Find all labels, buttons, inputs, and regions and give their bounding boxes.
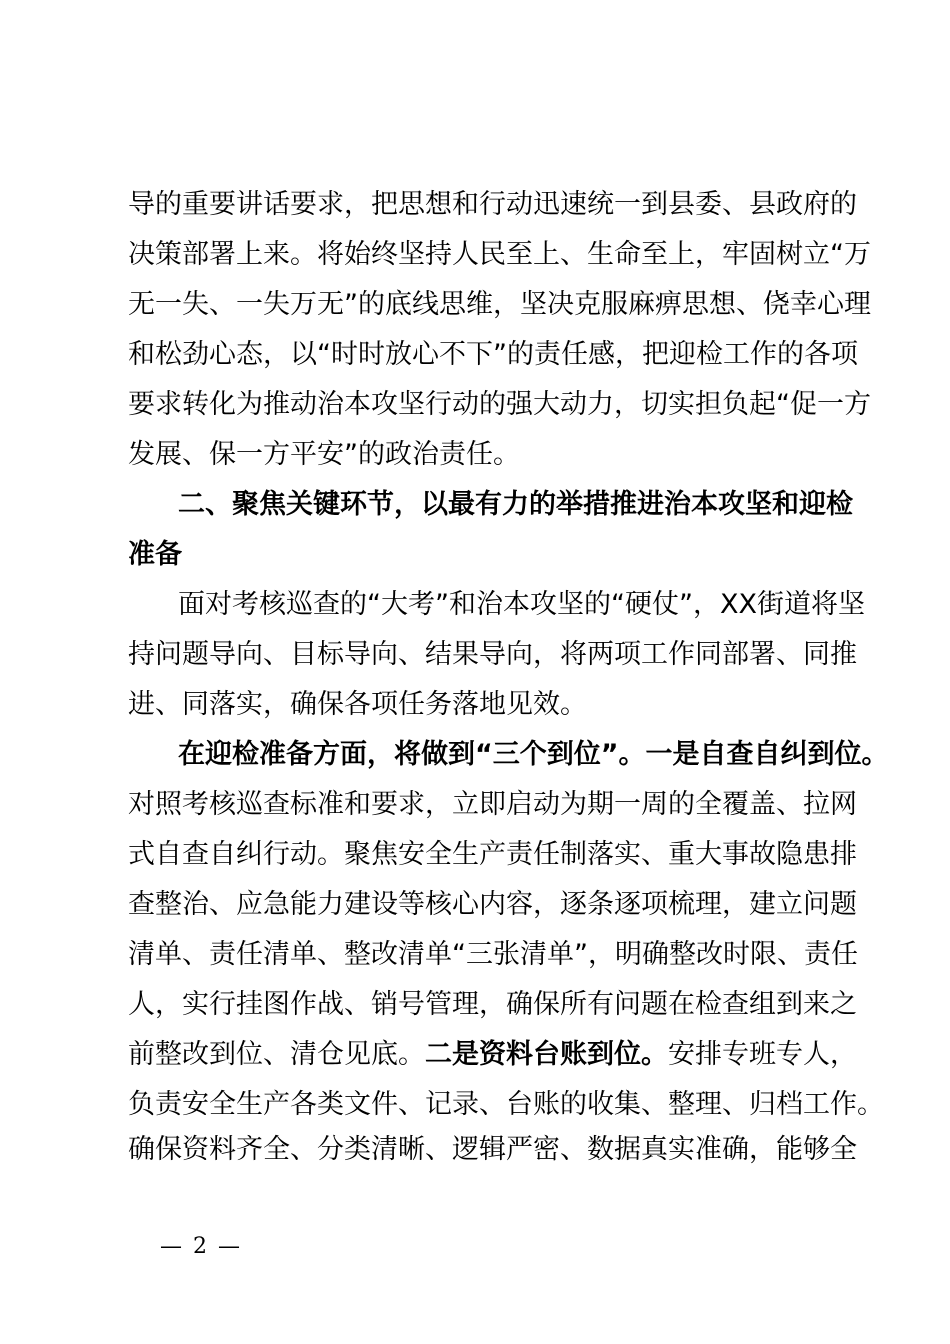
body-text: 无一失、一失万无”的底线思维，坚决克服麻痹思想、侥幸心理 xyxy=(128,289,871,320)
body-text: 进、同落实，确保各项任务落地见效。 xyxy=(128,689,587,720)
body-text: 负责安全生产各类文件、记录、台账的收集、整理、归档工作。 xyxy=(128,1089,884,1120)
body-text: 清单、责任清单、整改清单“三张清单”，明确整改时限、责任 xyxy=(128,939,858,970)
text-line xyxy=(128,280,871,330)
text-line xyxy=(128,1030,857,1080)
body-text: 导的重要讲话要求，把思想和行动迅速统一到县委、县政府的 xyxy=(128,189,857,220)
bold-text: 在迎检准备方面，将做到“三个到位”。一是自查自纠到位。 xyxy=(178,739,889,770)
body-text: 和松劲心态，以“时时放心不下”的责任感，把迎检工作的各项 xyxy=(128,339,858,370)
text-line xyxy=(128,1080,884,1130)
body-text: 人，实行挂图作战、销号管理，确保所有问题在检查组到来之 xyxy=(128,989,857,1020)
text-line xyxy=(128,530,832,580)
bold-text: 准备 xyxy=(128,539,182,570)
text-line xyxy=(128,980,857,1030)
body-text: 前整改到位、清仓见底。 xyxy=(128,1039,425,1070)
body-text: 查整治、应急能力建设等核心内容，逐条逐项梳理，建立问题 xyxy=(128,889,857,920)
text-line xyxy=(128,180,857,230)
body-text: 式自查自纠行动。聚焦安全生产责任制落实、重大事故隐患排 xyxy=(128,839,857,870)
text-line xyxy=(178,480,853,530)
text-line xyxy=(128,1125,857,1175)
text-line xyxy=(128,830,857,880)
text-line xyxy=(128,780,857,830)
text-line xyxy=(128,230,871,280)
body-text: 发展、保一方平安”的政治责任。 xyxy=(128,439,520,470)
text-line xyxy=(128,880,857,930)
text-line xyxy=(128,930,858,980)
text-line xyxy=(128,630,857,680)
body-text: 持问题导向、目标导向、结果导向，将两项工作同部署、同推 xyxy=(128,639,857,670)
page-number: — 2 — xyxy=(160,1234,242,1259)
bold-text: 二是资料台账到位。 xyxy=(425,1039,668,1070)
text-line xyxy=(178,730,889,780)
body-text: 要求转化为推动治本攻坚行动的强大动力，切实担负起“促一方 xyxy=(128,389,871,420)
body-text: 对照考核巡查标准和要求，立即启动为期一周的全覆盖、拉网 xyxy=(128,789,857,820)
text-line xyxy=(128,380,871,430)
body-text: 确保资料齐全、分类清晰、逻辑严密、数据真实准确，能够全 xyxy=(128,1134,857,1165)
text-line xyxy=(128,680,832,730)
text-line xyxy=(178,580,865,630)
body-text: 面对考核巡查的“大考”和治本攻坚的“硬仗”，XX街道将坚 xyxy=(178,589,865,620)
text-line xyxy=(128,430,832,480)
body-text: 安排专班专人， xyxy=(668,1039,857,1070)
text-line xyxy=(128,330,858,380)
body-text: 决策部署上来。将始终坚持人民至上、生命至上，牢固树立“万 xyxy=(128,239,871,270)
bold-text: 二、聚焦关键环节，以最有力的举措推进治本攻坚和迎检 xyxy=(178,489,853,520)
